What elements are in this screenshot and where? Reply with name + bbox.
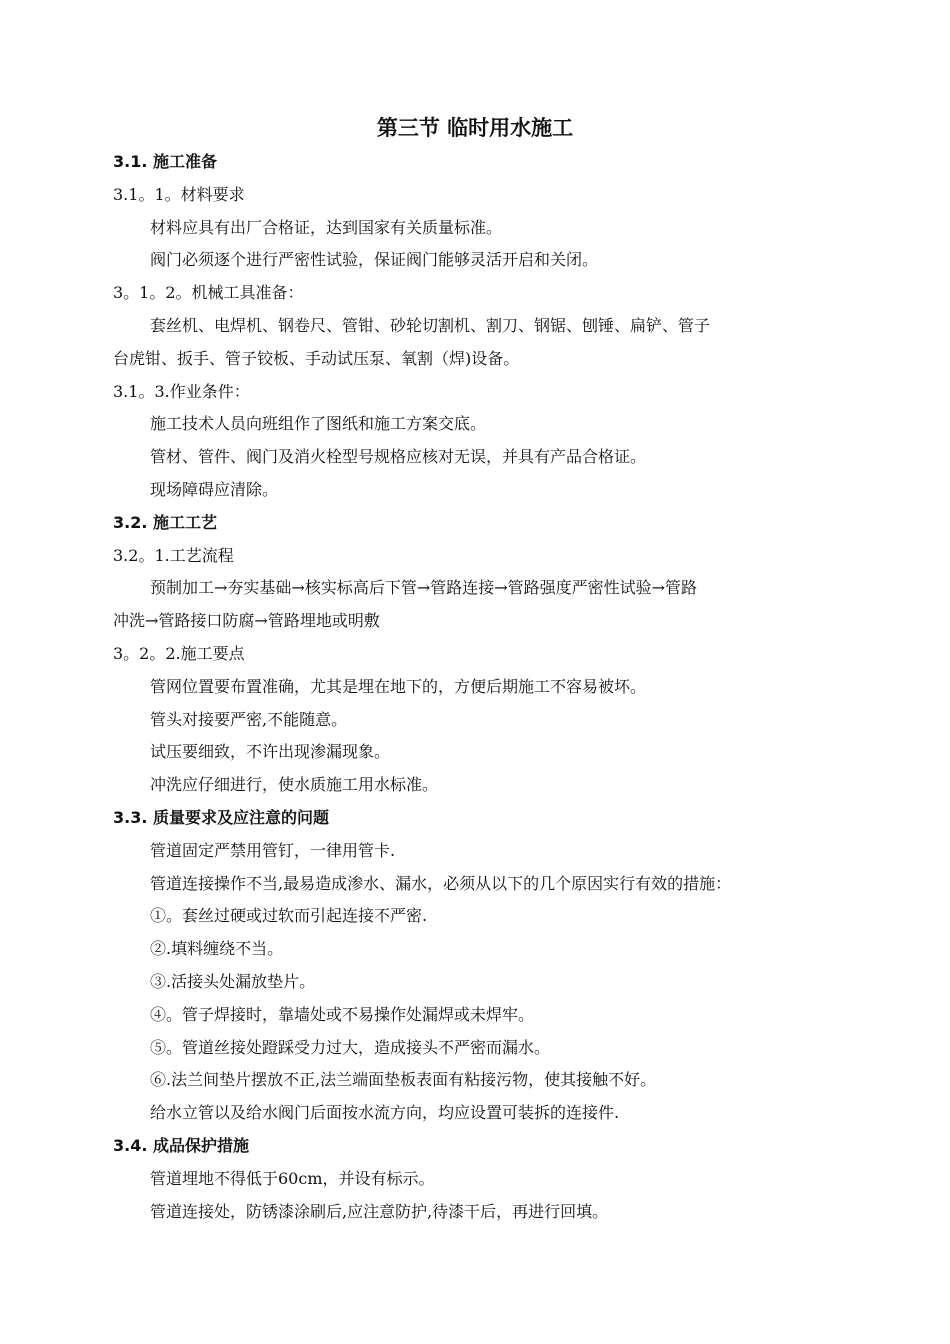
paragraph: 管材、管件、阀门及消火栓型号规格应核对无误，并具有产品合格证。 — [150, 447, 647, 467]
heading-3-4: 3.4. 成品保护措施 — [113, 1135, 249, 1155]
paragraph-continuation: 台虎钳、扳手、管子铰板、手动试压泵、氧割（焊)设备。 — [113, 348, 520, 368]
paragraph: 预制加工→夯实基础→核实标高后下管→管路连接→管路强度严密性试验→管路 — [150, 578, 698, 598]
paragraph: 施工技术人员向班组作了图纸和施工方案交底。 — [150, 414, 487, 434]
heading-3-2: 3.2. 施工工艺 — [113, 512, 217, 532]
list-item: ⑤。管道丝接处蹬踩受力过大，造成接头不严密而漏水。 — [150, 1037, 551, 1057]
subheading-3-1-1: 3.1。1。材料要求 — [113, 184, 245, 204]
heading-3-3: 3.3. 质量要求及应注意的问题 — [113, 807, 329, 827]
list-item: ①。套丝过硬或过软而引起连接不严密. — [150, 906, 428, 926]
paragraph: 给水立管以及给水阀门后面按水流方向，均应设置可装拆的连接件. — [150, 1103, 620, 1123]
list-item: ④。管子焊接时，靠墙处或不易操作处漏焊或未焊牢。 — [150, 1004, 535, 1024]
paragraph: 材料应具有出厂合格证，达到国家有关质量标准。 — [150, 217, 503, 237]
subheading-3-2-2: 3。2。2.施工要点 — [113, 643, 245, 663]
paragraph: 管道埋地不得低于60cm，并设有标示。 — [150, 1168, 435, 1188]
list-item: ③.活接头处漏放垫片。 — [150, 971, 316, 991]
paragraph-continuation: 冲洗→管路接口防腐→管路埋地或明敷 — [113, 611, 380, 631]
paragraph: 管网位置要布置准确，尤其是埋在地下的，方便后期施工不容易被坏。 — [150, 676, 647, 696]
document-body — [113, 146, 843, 1228]
paragraph: 现场障碍应清除。 — [150, 479, 279, 499]
subheading-3-1-3: 3.1。3.作业条件： — [113, 381, 250, 401]
paragraph: 管道连接处，防锈漆涂刷后,应注意防护,待漆干后，再进行回填。 — [150, 1201, 609, 1221]
section-title: 第三节 临时用水施工 — [376, 116, 574, 140]
paragraph: 套丝机、电焊机、钢卷尺、管钳、砂轮切割机、割刀、钢锯、刨锤、扁铲、管子 — [150, 315, 711, 335]
list-item: ②.填料缠绕不当。 — [150, 939, 284, 959]
paragraph: 试压要细致，不许出现渗漏现象。 — [150, 742, 391, 762]
subheading-3-1-2: 3。1。2。机械工具准备： — [113, 283, 304, 303]
subheading-3-2-1: 3.2。1.工艺流程 — [113, 545, 234, 565]
paragraph: 阀门必须逐个进行严密性试验，保证阀门能够灵活开启和关闭。 — [150, 250, 599, 270]
heading-3-1: 3.1. 施工准备 — [113, 152, 217, 171]
paragraph: 管道连接操作不当,最易造成渗水、漏水，必须从以下的几个原因实行有效的措施： — [150, 873, 732, 893]
list-item: ⑥.法兰间垫片摆放不正,法兰端面垫板表面有粘接污物，使其接触不好。 — [150, 1070, 657, 1090]
paragraph: 管道固定严禁用管钉，一律用管卡. — [150, 840, 396, 860]
paragraph: 冲洗应仔细进行，使水质施工用水标准。 — [150, 775, 439, 795]
paragraph: 管头对接要严密,不能随意。 — [150, 709, 348, 729]
